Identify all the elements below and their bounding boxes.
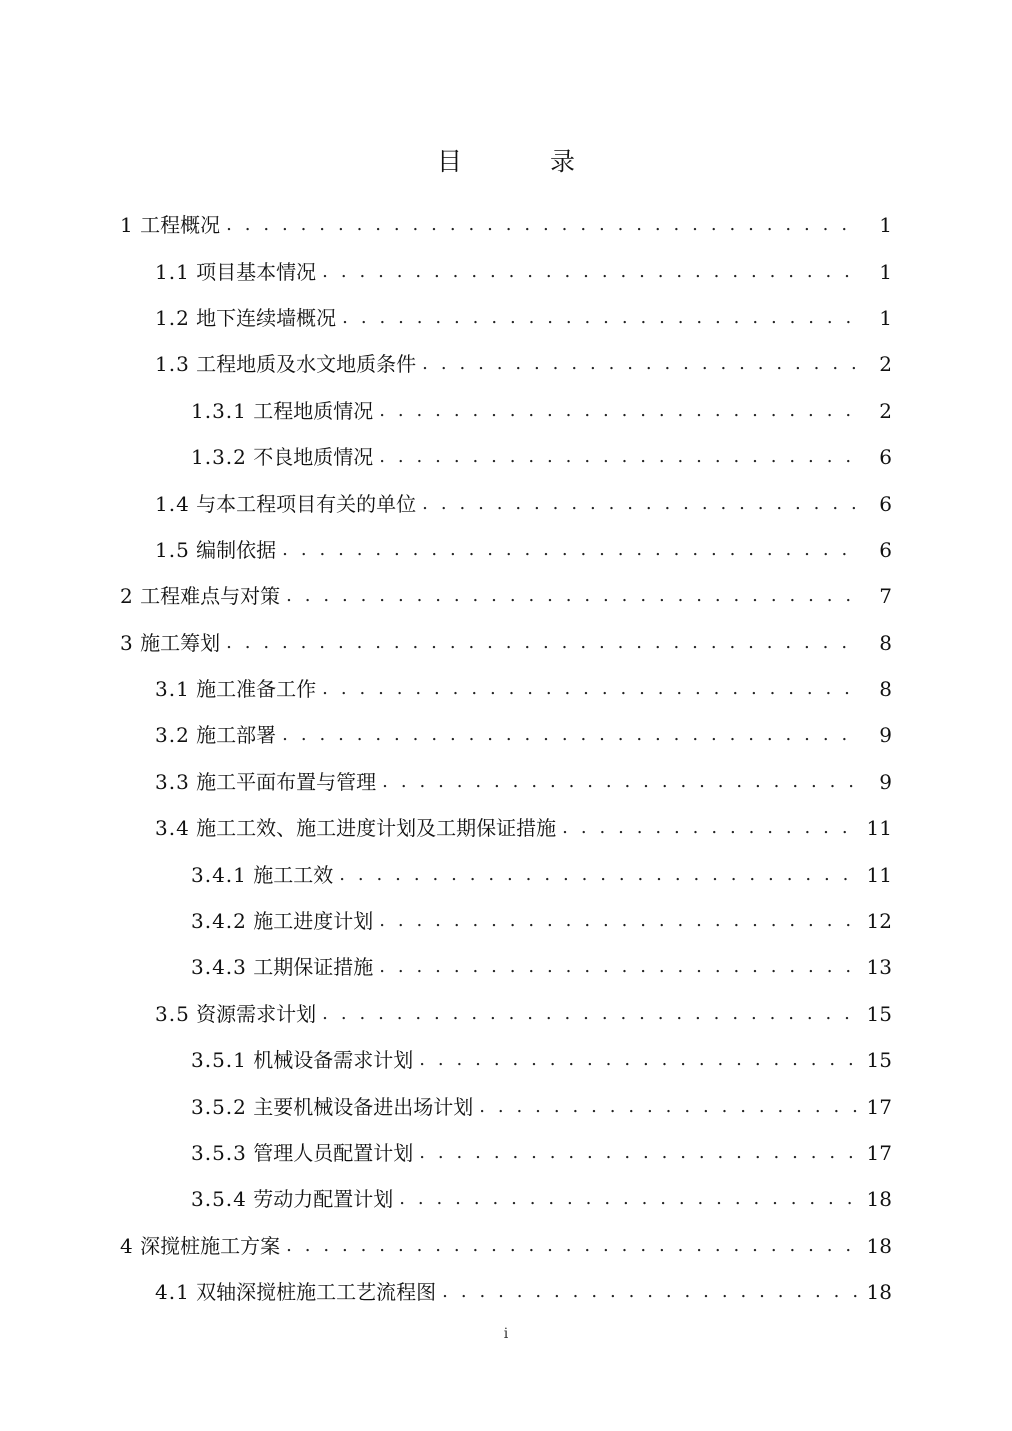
toc-entry-title: [155, 351, 422, 377]
toc-entry-label: 编制依据: [196, 537, 277, 562]
toc-entry-page-number: 6: [879, 445, 892, 470]
toc-entry-title: [191, 908, 379, 934]
toc-entry[interactable]: [155, 805, 892, 851]
toc-entry-title: [155, 769, 382, 795]
toc-entry-label: 与本工程项目有关的单位: [196, 491, 417, 516]
toc-entry-title: [120, 630, 226, 656]
toc-dot-leader: [286, 583, 860, 609]
toc-dot-leader: [226, 630, 860, 656]
toc-entry-label: 资源需求计划: [196, 1001, 317, 1026]
toc-entry-title: [191, 398, 379, 424]
toc-entry[interactable]: [120, 1223, 892, 1269]
toc-entry-label: 管理人员配置计划: [253, 1141, 414, 1165]
toc-entry-number: 1.4: [155, 491, 190, 516]
page-number: i: [503, 1326, 509, 1342]
toc-entry[interactable]: [191, 898, 892, 944]
toc-dot-leader: [342, 305, 860, 331]
toc-entry-label: 工期保证措施: [253, 955, 374, 980]
toc-entry-label: 项目基本情况: [196, 259, 317, 284]
toc-dot-leader: [282, 537, 860, 563]
toc-entry[interactable]: [191, 944, 892, 990]
toc-entry-label: 施工进度计划: [253, 909, 374, 934]
toc-entry-title: [155, 815, 562, 841]
toc-entry-page-number: 7: [879, 584, 892, 609]
toc-entry-page-number: 11: [866, 862, 892, 887]
toc-dot-leader: [562, 815, 858, 841]
toc-entry-number: 3: [120, 630, 134, 655]
toc-entry-number: 3.5.2: [191, 1094, 247, 1119]
toc-entry-page-number: 9: [879, 769, 892, 794]
toc-entry-label: 施工工效: [253, 862, 334, 887]
toc-entry-label: 施工准备工作: [196, 677, 317, 702]
toc-entry-page-number: 1: [879, 305, 892, 330]
toc-dot-leader: [286, 1233, 858, 1259]
toc-entry-label: 工程地质及水文地质条件: [196, 352, 417, 377]
toc-dot-leader: [422, 491, 860, 517]
toc-dot-leader: [419, 1140, 858, 1166]
toc-entry-page-number: 6: [879, 491, 892, 516]
toc-dot-leader: [282, 722, 860, 748]
toc-dot-leader: [479, 1094, 858, 1120]
toc-entry-number: 1.3: [155, 352, 190, 377]
toc-entry-label: 主要机械设备进出场计划: [253, 1094, 474, 1119]
toc-entry-title: [120, 212, 226, 238]
toc-entry-page-number: 6: [879, 537, 892, 562]
toc-entry-number: 2: [120, 584, 134, 609]
toc-entry-page-number: 2: [879, 352, 892, 377]
toc-entry[interactable]: [155, 759, 892, 805]
toc-entry-number: 3.5: [155, 1001, 190, 1026]
toc-entry-title: [155, 537, 282, 563]
toc-entry-page-number: 18: [866, 1233, 892, 1258]
toc-entry[interactable]: [155, 991, 892, 1037]
toc-dot-leader: [382, 769, 860, 795]
toc-entry-page-number: 9: [879, 723, 892, 748]
toc-entry-number: 1.3.1: [191, 398, 247, 423]
toc-entry[interactable]: [155, 527, 892, 573]
toc-dot-leader: [379, 444, 860, 470]
toc-entry-page-number: 8: [879, 677, 892, 702]
toc-title: 目 录: [437, 147, 615, 176]
toc-entry-title: [155, 1001, 322, 1027]
toc-entry-title: [155, 491, 422, 517]
toc-entry[interactable]: [191, 851, 892, 897]
toc-entry-label: 施工部署: [196, 723, 277, 748]
toc-entry-number: 3.5.4: [191, 1187, 247, 1212]
toc-entry-number: 3.1: [155, 677, 190, 702]
toc-entry[interactable]: [155, 712, 892, 758]
toc-entry[interactable]: [191, 1176, 892, 1222]
toc-entry-title: [191, 444, 379, 470]
toc-entry-page-number: 17: [866, 1141, 892, 1165]
toc-dot-leader: [322, 259, 860, 285]
toc-entry-label: 机械设备需求计划: [253, 1048, 414, 1073]
toc-dot-leader: [422, 351, 860, 377]
toc-entry-page-number: 11: [866, 816, 892, 841]
toc-entry-title: [155, 1279, 442, 1305]
toc-entry-label: 双轴深搅桩施工工艺流程图: [196, 1280, 437, 1305]
toc-entry-label: 地下连续墙概况: [196, 305, 337, 330]
toc-entry-label: 工程概况: [140, 213, 221, 238]
toc-entry[interactable]: [191, 1130, 892, 1176]
toc-entry-title: [155, 259, 322, 285]
toc-entry-number: 1.2: [155, 305, 190, 330]
toc-entry-title: [155, 305, 342, 331]
toc-entry-page-number: 13: [866, 955, 892, 980]
toc-entry-label: 深搅桩施工方案: [140, 1233, 281, 1258]
toc-entry-number: 3.5.1: [191, 1048, 247, 1073]
toc-entry-number: 1.5: [155, 537, 190, 562]
toc-entry-number: 4: [120, 1233, 134, 1258]
toc-entry-title: [191, 1047, 419, 1073]
toc-dot-leader: [399, 1186, 858, 1212]
toc-dot-leader: [322, 676, 860, 702]
toc-entry-title: [191, 954, 379, 980]
toc-entry-page-number: 12: [866, 909, 892, 934]
toc-entry-title: [191, 1186, 399, 1212]
toc-entry-page-number: 17: [866, 1094, 892, 1119]
toc-entry-label: 施工筹划: [140, 630, 221, 655]
toc-entry-page-number: 1: [879, 259, 892, 284]
toc-entry-title: [191, 862, 339, 888]
toc-dot-leader: [379, 954, 858, 980]
toc-entry-number: 3.4.3: [191, 955, 247, 980]
toc-dot-leader: [419, 1047, 858, 1073]
toc-entry[interactable]: [120, 620, 892, 666]
toc-entry-page-number: 18: [866, 1280, 892, 1305]
toc-entry-page-number: 15: [866, 1048, 892, 1073]
toc-entry-title: [191, 1094, 479, 1120]
toc-entry-number: 3.3: [155, 769, 190, 794]
toc-entry[interactable]: [155, 1269, 892, 1315]
toc-entry-label: 不良地质情况: [253, 445, 374, 470]
toc-entry[interactable]: [120, 202, 892, 248]
toc-entry-title: [155, 722, 282, 748]
toc-entry-number: 3.5.3: [191, 1141, 247, 1165]
toc-entry-number: 3.4.1: [191, 862, 247, 887]
toc-entry-page-number: 18: [866, 1187, 892, 1212]
toc-dot-leader: [226, 212, 860, 238]
toc-entry[interactable]: [155, 295, 892, 341]
toc-entry-page-number: 15: [866, 1001, 892, 1026]
toc-entry-number: 4.1: [155, 1280, 190, 1305]
toc-entry-page-number: 8: [879, 630, 892, 655]
toc-dot-leader: [339, 862, 858, 888]
toc-entry-number: 3.2: [155, 723, 190, 748]
toc-entry[interactable]: [155, 666, 892, 712]
toc-entry-title: [120, 583, 286, 609]
toc-entry-number: 3.4.2: [191, 909, 247, 934]
table-of-contents: [0, 202, 1012, 1315]
toc-dot-leader: [379, 908, 858, 934]
toc-entry-page-number: 1: [879, 213, 892, 238]
toc-dot-leader: [442, 1279, 858, 1305]
toc-entry[interactable]: [155, 341, 892, 387]
toc-entry-label: 施工工效、施工进度计划及工期保证措施: [196, 816, 557, 841]
toc-entry-label: 劳动力配置计划: [253, 1187, 394, 1212]
toc-dot-leader: [379, 398, 860, 424]
toc-entry[interactable]: [155, 248, 892, 294]
toc-entry[interactable]: [191, 1083, 892, 1129]
toc-entry[interactable]: [155, 480, 892, 526]
toc-entry-number: 1.1: [155, 259, 190, 284]
toc-entry-number: 3.4: [155, 816, 190, 841]
toc-entry-number: 1: [120, 213, 134, 238]
toc-entry-page-number: 2: [879, 398, 892, 423]
toc-entry-title: [120, 1233, 286, 1259]
toc-dot-leader: [322, 1001, 858, 1027]
toc-entry-number: 1.3.2: [191, 445, 247, 470]
toc-entry-title: [191, 1140, 419, 1166]
toc-entry[interactable]: [191, 1037, 892, 1083]
toc-entry[interactable]: [191, 434, 892, 480]
toc-entry[interactable]: [120, 573, 892, 619]
toc-entry-title: [155, 676, 322, 702]
toc-entry[interactable]: [191, 388, 892, 434]
toc-entry-label: 工程地质情况: [253, 398, 374, 423]
toc-entry-label: 施工平面布置与管理: [196, 769, 377, 794]
toc-entry-label: 工程难点与对策: [140, 584, 281, 609]
